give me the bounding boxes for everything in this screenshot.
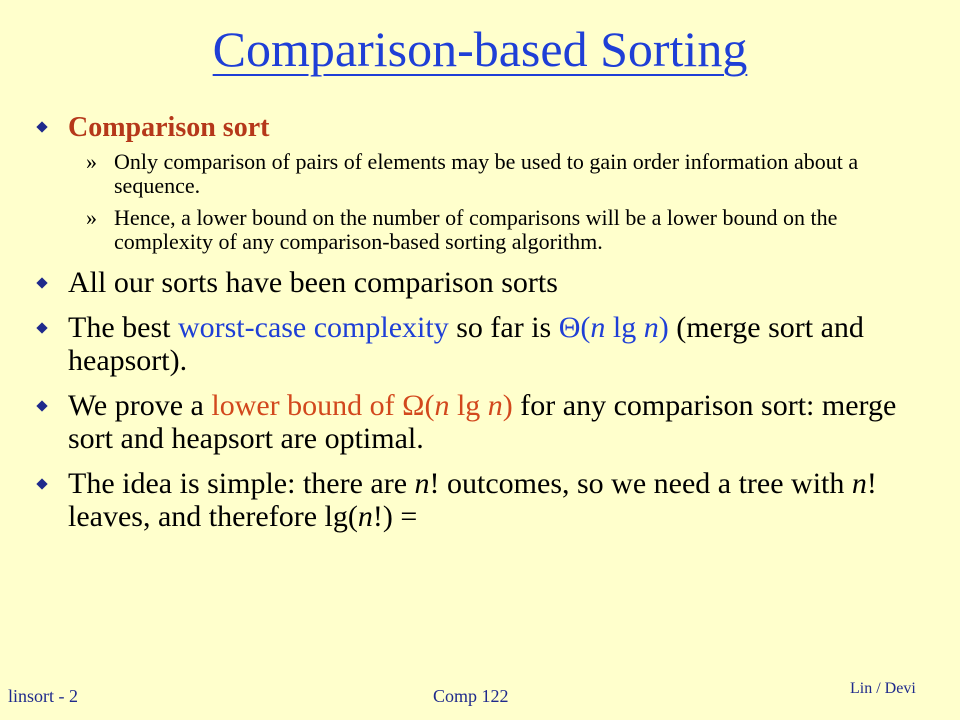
- variable-n: n: [851, 467, 867, 500]
- diamond-bullet-icon: [36, 322, 47, 333]
- sub-bullet-item: [68, 150, 936, 198]
- variable-n: n: [357, 500, 373, 533]
- slide-content: [36, 110, 936, 545]
- bullet-text-part: We prove a: [68, 389, 212, 422]
- close-paren: ): [658, 311, 669, 344]
- diamond-bullet-icon: [36, 277, 47, 288]
- bullet-text-part: The idea is simple: there are: [68, 467, 415, 500]
- bullet-text-part: so far is: [448, 311, 559, 344]
- bullet-lower-bound: [36, 389, 936, 455]
- bullet-text-part: ! outcomes, so we need a tree with: [429, 467, 852, 500]
- bullet-text-part: (merge sort and heapsort).: [68, 311, 864, 377]
- sub-bullet-marker: »: [86, 149, 97, 174]
- bullet-idea: [36, 467, 936, 533]
- bullet-text-part: ! leaves, and therefore lg(: [68, 467, 877, 533]
- variable-n: n: [434, 389, 450, 422]
- variable-n: n: [643, 311, 659, 344]
- diamond-bullet-icon: [36, 400, 47, 411]
- footer-course: Comp 122: [433, 686, 509, 706]
- bullet-comparison-sort: [36, 110, 936, 254]
- bullet-text-part: for any comparison sort: merge sort and heapsort are optimal.: [68, 389, 897, 455]
- bullet-text-part: The best: [68, 311, 178, 344]
- variable-n: n: [590, 311, 606, 344]
- lg-text: lg: [605, 311, 644, 344]
- lower-bound-label: lower bound of: [211, 389, 403, 422]
- diamond-bullet-icon: [36, 478, 47, 489]
- sub-bullet-text: Hence, a lower bound on the number of comparisons will be a lower bound on the complexity of any comparison-based sorting algorithm.: [114, 205, 838, 254]
- footer-authors: Lin / Devi: [850, 680, 916, 697]
- variable-n: n: [487, 389, 503, 422]
- bullet-all-comparison-sorts: [36, 266, 936, 299]
- sub-bullet-item: [68, 206, 936, 254]
- bullet-text-part: !) =: [372, 500, 418, 533]
- close-paren: ): [502, 389, 513, 422]
- diamond-bullet-icon: [36, 121, 47, 132]
- slide-title: Comparison-based Sorting: [212, 21, 748, 77]
- theta-symbol: Θ(: [558, 311, 591, 344]
- highlight-worst-case-complexity: worst-case complexity: [177, 311, 449, 344]
- footer-slide-id: linsort - 2: [8, 686, 78, 706]
- lower-bound-expression: [211, 389, 512, 422]
- bullet-best-worst-case: [36, 311, 936, 377]
- bullet-heading: Comparison sort: [68, 112, 270, 143]
- sub-bullet-marker: »: [86, 205, 97, 230]
- bullet-text: All our sorts have been comparison sorts: [68, 266, 558, 299]
- omega-symbol: Ω(: [402, 389, 435, 422]
- sub-bullet-list: [68, 150, 936, 254]
- theta-expression: [559, 311, 669, 344]
- sub-bullet-text: Only comparison of pairs of elements may be used to gain order information about a sequence.: [114, 149, 859, 198]
- lg-text: lg: [449, 389, 488, 422]
- variable-n: n: [414, 467, 430, 500]
